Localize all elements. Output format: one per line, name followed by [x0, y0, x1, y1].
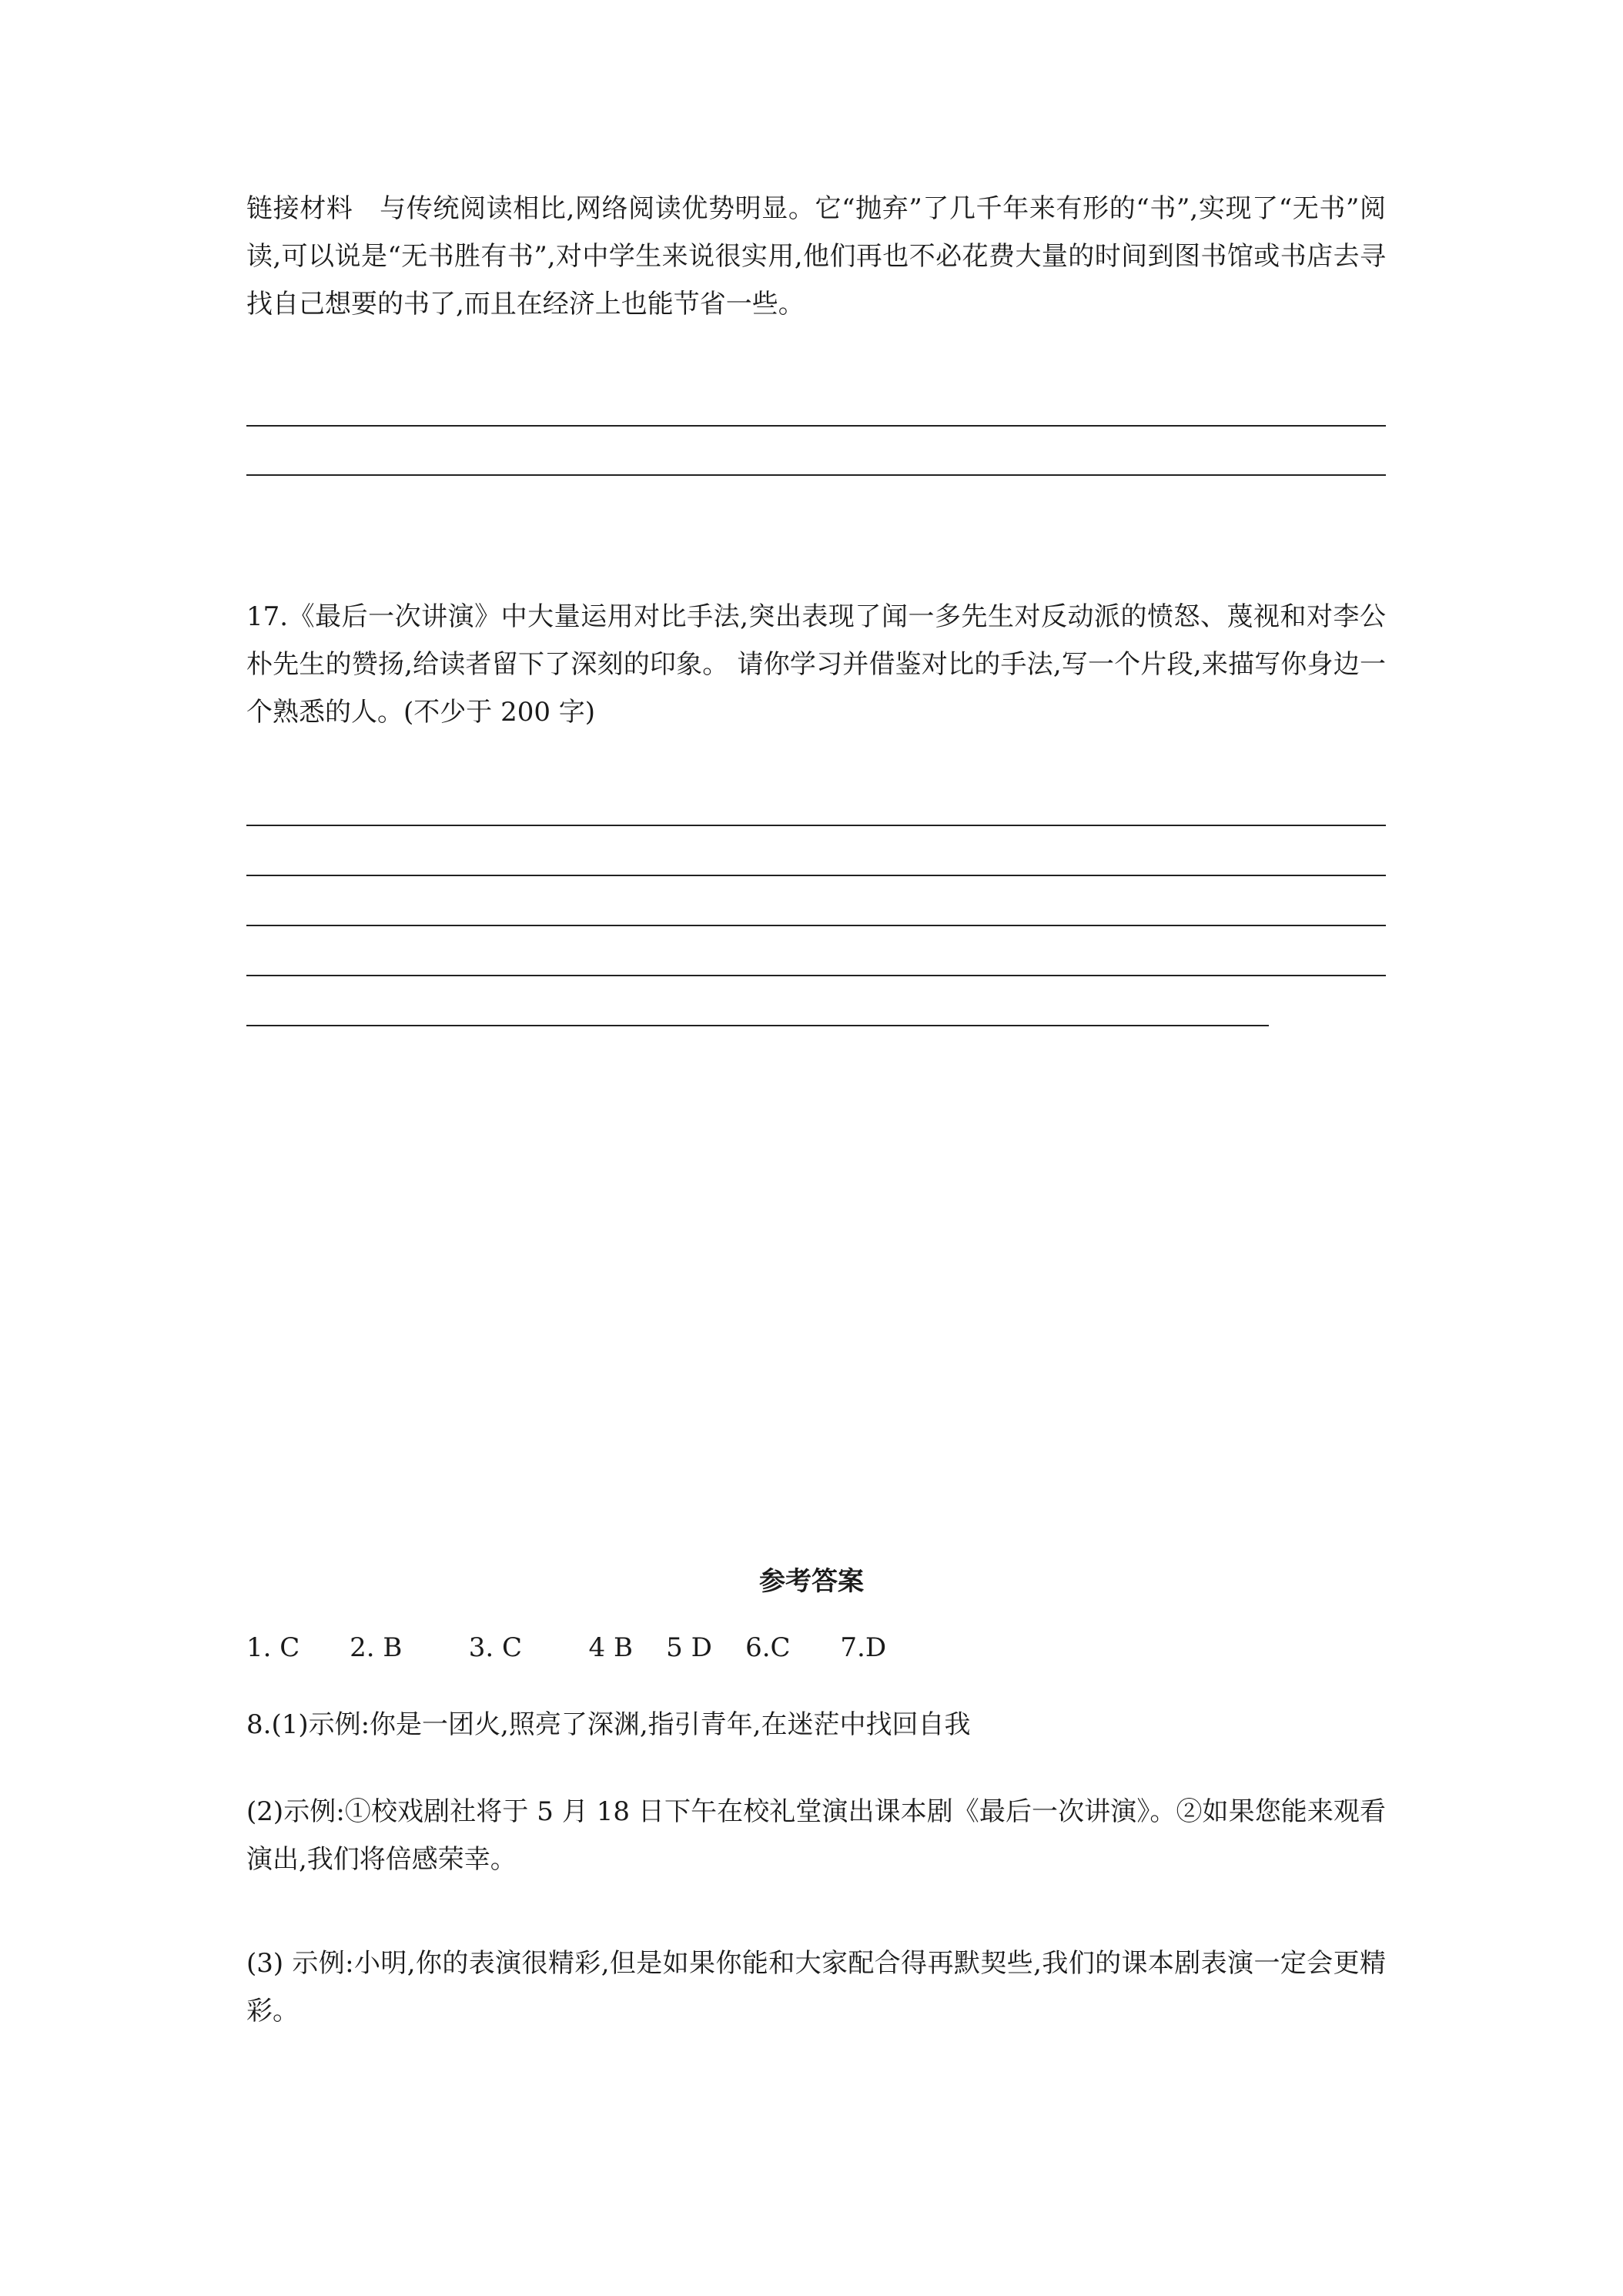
choice-answers: 1. C 2. B 3. C 4 B 5 D 6.C 7.D [246, 1632, 887, 1663]
question-17-prompt: 17.《最后一次讲演》中大量运用对比手法,突出表现了闻一多先生对反动派的愤怒、蔑视和对李公朴先生的赞扬,给读者留下了深刻的印象。 请你学习并借鉴对比的手法,写一个片段,来描写你身边一个熟悉的人。(不少于 200 字) [246, 601, 1386, 728]
answer-8-2: (2)示例:①校戏剧社将于 5 月 18 日下午在校礼堂演出课本剧《最后一次讲演》。②如果您能来观看演出,我们将倍感荣幸。 [246, 1796, 1386, 1875]
answer-line [246, 425, 1386, 427]
answer-line [246, 474, 1386, 476]
link-material-paragraph: 链接材料 与传统阅读相比,网络阅读优势明显。它“抛弃”了几千年来有形的“书”,实现了“无书”阅读,可以说是“无书胜有书”,对中学生来说很实用,他们再也不必花费大量的时间到图书馆或书店去寻找自己想要的书了,而且在经济上也能节省一些。 [246, 193, 1386, 320]
answer-key-title: 参考答案 [759, 1566, 864, 1597]
answer-8-1: 8.(1)示例:你是一团火,照亮了深渊,指引青年,在迷茫中找回自我 [246, 1709, 971, 1740]
writing-line [246, 875, 1386, 876]
answer-8-3: (3) 示例:小明,你的表演很精彩,但是如果你能和大家配合得再默契些,我们的课本剧表演一定会更精彩。 [246, 1948, 1386, 2027]
writing-line [246, 975, 1386, 976]
writing-line [246, 925, 1386, 926]
writing-line [246, 825, 1386, 826]
writing-line [246, 1025, 1269, 1026]
